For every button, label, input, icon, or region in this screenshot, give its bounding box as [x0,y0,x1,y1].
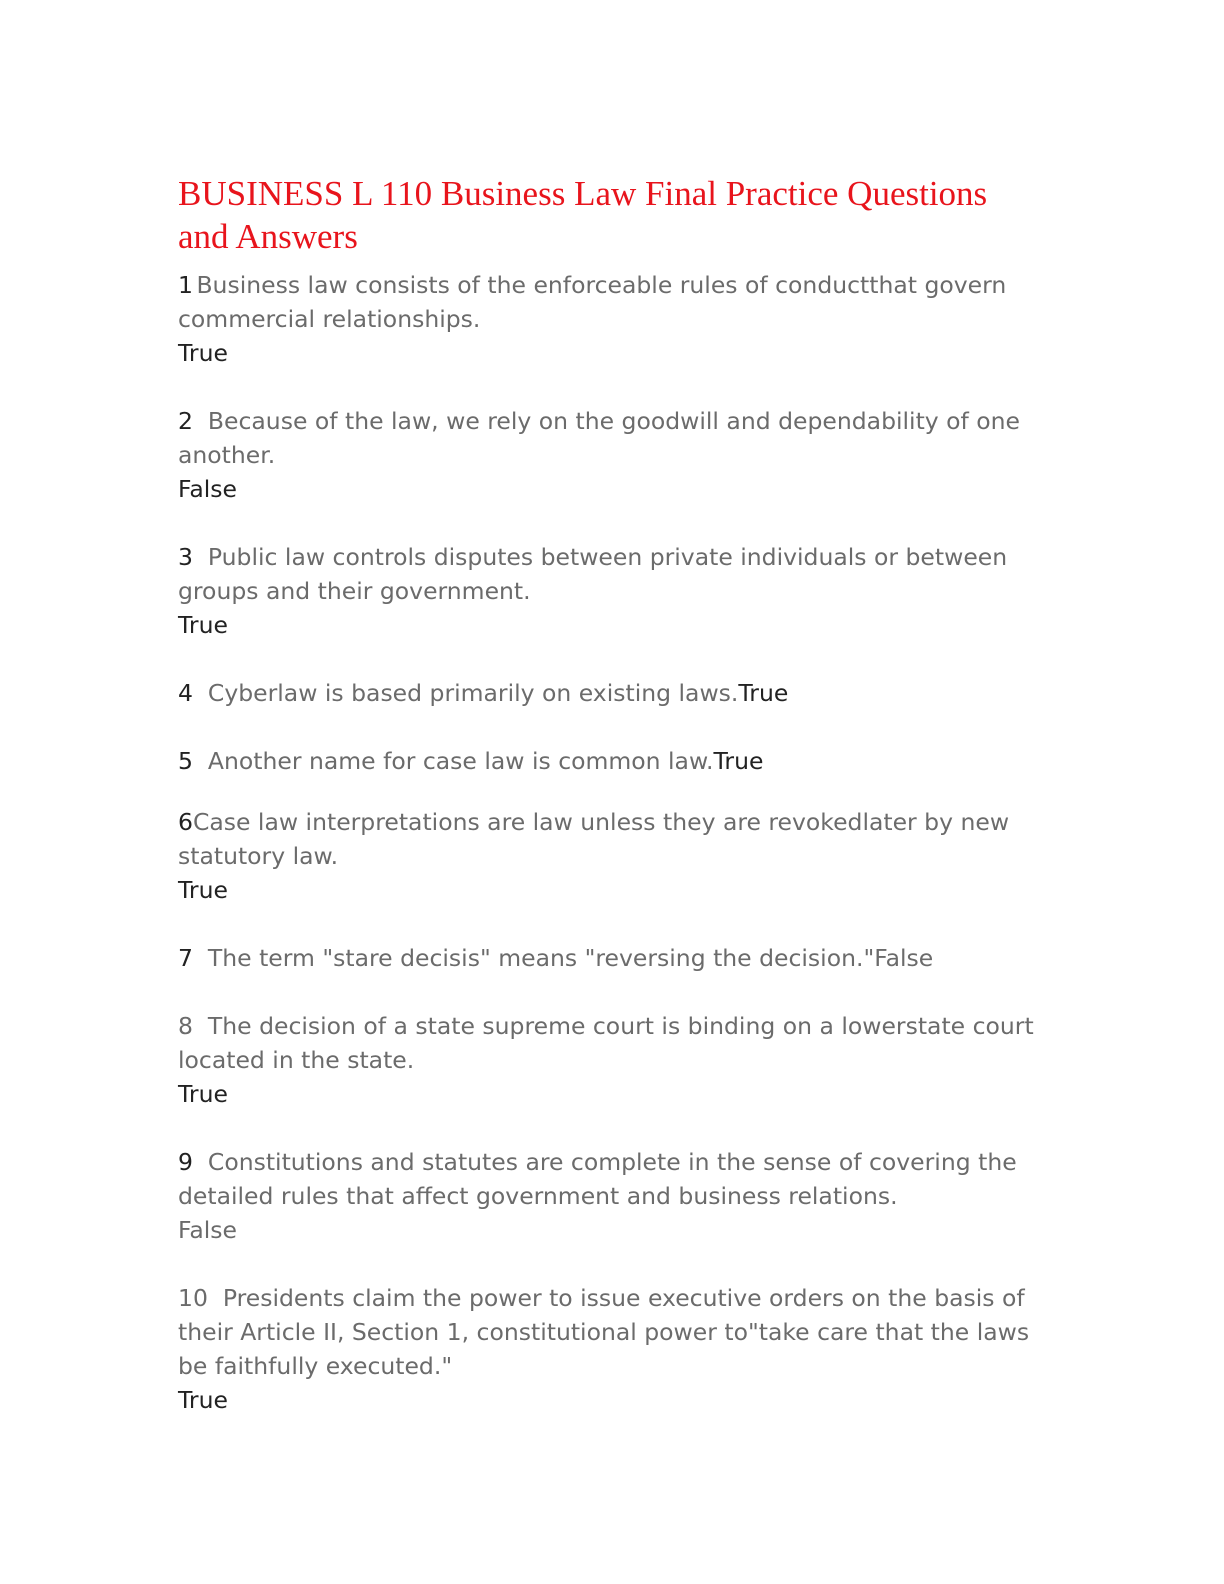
answer-text: True [178,1386,228,1414]
question-number: 2 [178,407,193,435]
question-text: Constitutions and statutes are complete in the sense of covering the detailed rules that affect government and business relations. [178,1148,1017,1210]
question-number: 1 [178,271,193,299]
question-item-1 [178,268,1038,370]
question-item-4 [178,676,1038,710]
answer-text: False [178,475,237,503]
question-text: Case law interpretations are law unless they are revokedlater by new statutory law. [178,808,1010,870]
answer-text: True [713,747,764,775]
question-text: Because of the law, we rely on the goodwill and dependability of one another. [178,407,1021,469]
document-page [178,172,1038,1417]
question-text: The decision of a state supreme court is binding on a lowerstate court located in the state. [178,1012,1034,1074]
question-item-3 [178,540,1038,642]
question-item-2 [178,404,1038,506]
question-item-5 [178,744,1038,778]
question-item-10 [178,1281,1038,1417]
question-number: 4 [178,679,193,707]
question-number: 8 [178,1012,193,1040]
question-list [178,268,1038,1417]
question-number: 5 [178,747,193,775]
question-number: 3 [178,543,193,571]
question-text: Business law consists of the enforceable rules of conductthat govern commercial relationships. [178,271,1007,333]
answer-text: True [178,1080,228,1108]
question-text: Presidents claim the power to issue executive orders on the basis of their Article II, Section 1, constitutional power to"take care that the laws be faithfully executed." [178,1284,1030,1380]
question-text: Public law controls disputes between private individuals or between groups and their government. [178,543,1008,605]
question-number: 7 [178,944,193,972]
question-item-7 [178,941,1038,975]
question-text: Another name for case law is common law. [207,747,714,775]
question-text: Cyberlaw is based primarily on existing laws. [207,679,739,707]
title-line-1: BUSINESS L 110 Business Law Final Practice Questions [178,174,988,213]
question-number: 6 [178,808,193,836]
title-line-2: and Answers [178,217,358,256]
document-title [178,172,1038,258]
answer-text: True [178,611,228,639]
question-number: 9 [178,1148,193,1176]
answer-text: False [178,1216,237,1244]
answer-text: False [874,944,934,972]
answer-text: True [738,679,789,707]
question-item-6 [178,805,1038,907]
question-number: 10 [178,1284,208,1312]
question-item-8 [178,1009,1038,1111]
answer-text: True [178,876,228,904]
question-item-9 [178,1145,1038,1247]
answer-text: True [178,339,228,367]
question-text: The term "stare decisis" means "reversing the decision." [207,944,875,972]
